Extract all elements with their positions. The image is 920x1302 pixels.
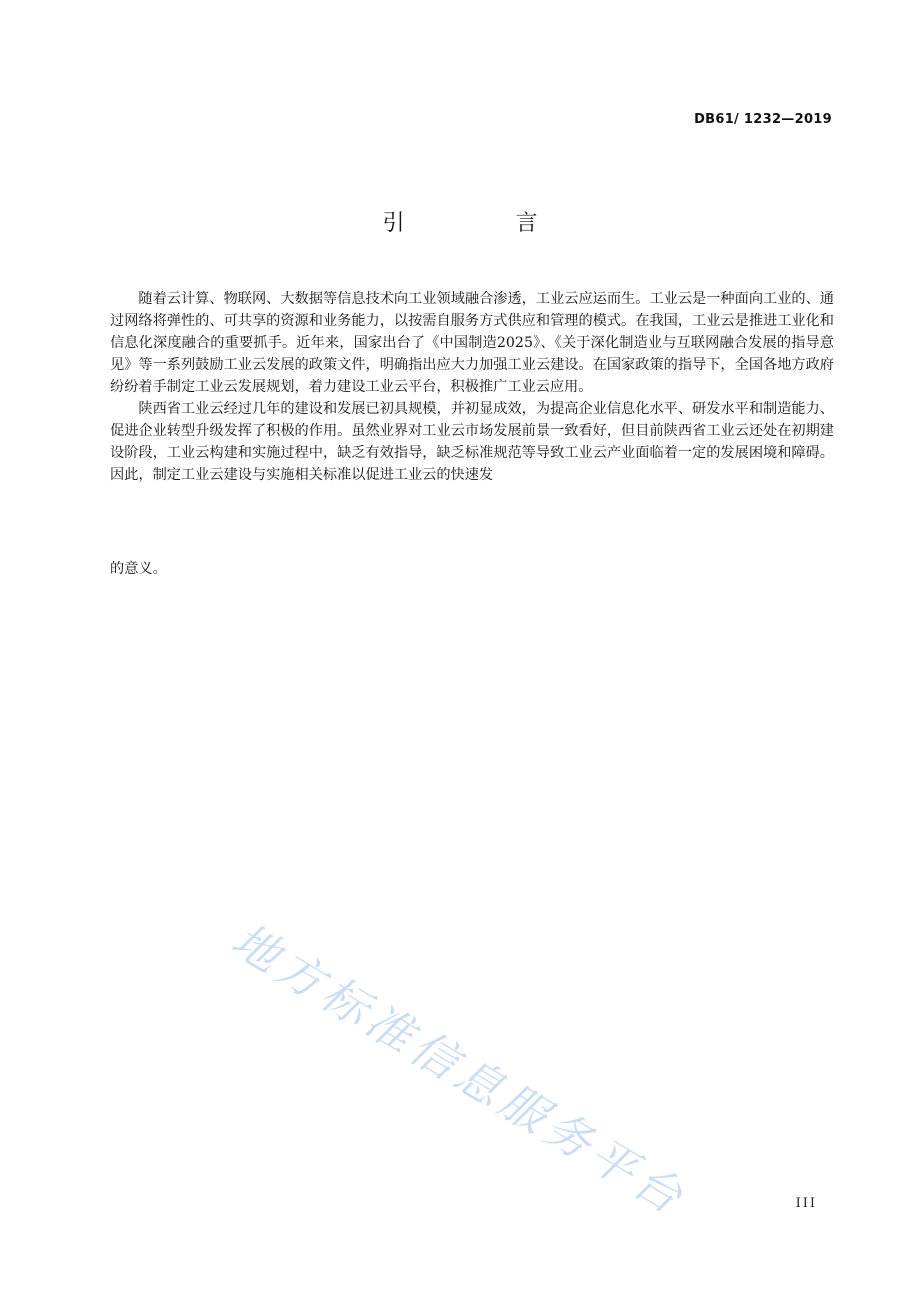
paragraph-1: 随着云计算、物联网、大数据等信息技术向工业领域融合渗透，工业云应运而生。工业云是一种面向工业的、通过网络将弹性的、可共享的资源和业务能力，以按需自服务方式供应和管理的模式。在我国，工业云是推进工业化和信息化深度融合的重要抓手。近年来，国家出台了《中国制造2025》、《关于深化制造业与互联网融合发展的指导意见》等一系列鼓励工业云发展的政策文件，明确指出应大力加强工业云建设。在国家政策的指导下，全国各地方政府纷纷着手制定工业云发展规划，着力建设工业云平台，积极推广工业云应用。: [110, 291, 834, 395]
paragraph-2: 陕西省工业云经过几年的建设和发展已初具规模，并初显成效，为提高企业信息化水平、研发水平和制造能力、促进企业转型升级发挥了积极的作用。虽然业界对工业云市场发展前景一致看好，但目前陕西省工业云还处在初期建设阶段，工业云构建和实施过程中，缺乏有效指导，缺乏标准规范等导致工业云产业面临着一定的发展困境和障碍。因此，制定工业云建设与实施相关标准以促进工业云的快速发: [110, 401, 834, 483]
watermark: 地方标准信息服务平台: [222, 912, 697, 1227]
section-title: 引 言: [382, 211, 590, 236]
page-number: III: [795, 1196, 817, 1211]
paragraph-2-continuation: 的意义。: [110, 561, 167, 577]
body-text: [110, 288, 834, 486]
document-code: DB61/ 1232—2019: [694, 112, 832, 127]
